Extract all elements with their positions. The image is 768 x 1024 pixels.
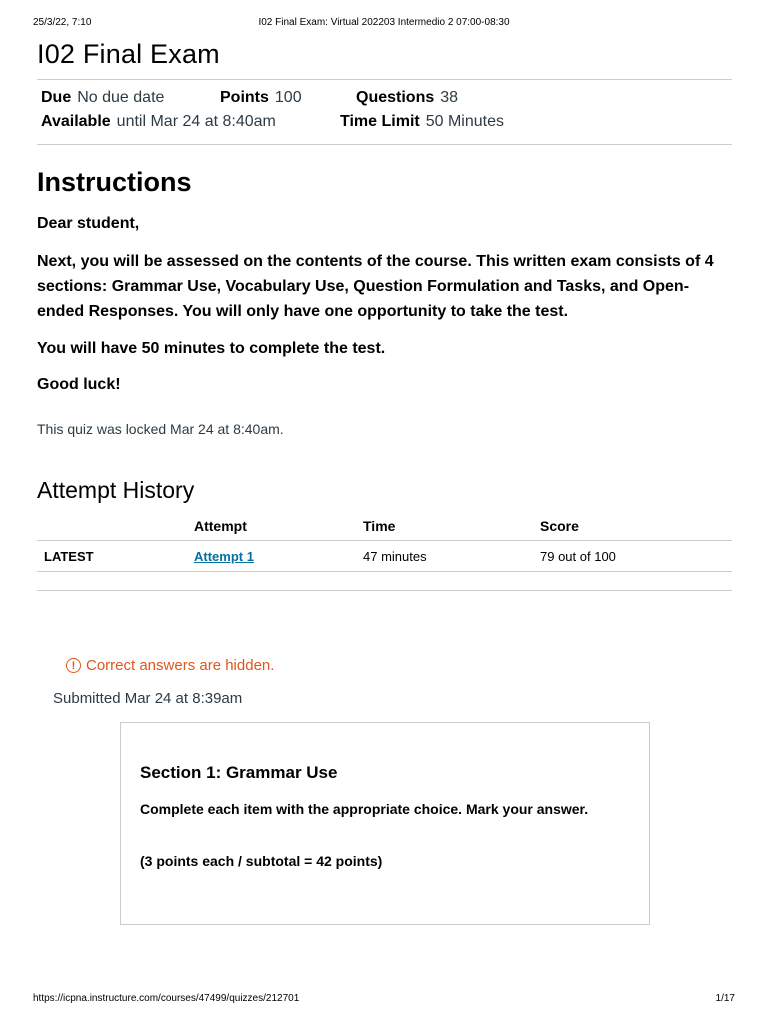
available-label: Available (41, 113, 111, 130)
due-detail (41, 89, 164, 107)
points-label: Points (220, 89, 269, 106)
table-row (37, 541, 732, 572)
attempt-time: 47 minutes (363, 541, 540, 572)
attempt-row-label: LATEST (37, 541, 194, 572)
questions-label: Questions (356, 89, 435, 106)
print-page-number: 1/17 (715, 993, 735, 1004)
instructions-heading: Instructions (37, 167, 192, 197)
divider (37, 590, 732, 591)
attempt-score: 79 out of 100 (540, 541, 732, 572)
print-header (33, 17, 735, 31)
attempt-1-link[interactable]: Attempt 1 (194, 548, 254, 564)
time-limit-value: 50 Minutes (425, 113, 504, 130)
attempt-history-heading: Attempt History (37, 477, 195, 503)
instructions-closing: Good luck! (37, 376, 121, 393)
section-box (120, 722, 650, 925)
answers-hidden-text: Correct answers are hidden. (86, 657, 275, 674)
due-label: Due (41, 89, 72, 106)
column-header-attempt: Attempt (194, 512, 363, 541)
time-limit-detail (340, 113, 504, 131)
section-description: Complete each item with the appropriate choice. Mark your answer. (140, 801, 589, 817)
print-doc-title: I02 Final Exam: Virtual 202203 Intermedio 2 07:00-08:30 (258, 17, 510, 28)
print-footer (33, 993, 735, 1007)
column-header-label (37, 512, 194, 541)
section-title: Section 1: Grammar Use (140, 763, 338, 782)
attempt-history-table (37, 512, 732, 572)
instructions-time-note: You will have 50 minutes to complete the test. (37, 340, 386, 357)
points-detail (220, 89, 302, 107)
table-header-row (37, 512, 732, 541)
column-header-time: Time (363, 512, 540, 541)
print-url: https://icpna.instructure.com/courses/47499/quizzes/212701 (33, 993, 300, 1004)
submitted-time: Submitted Mar 24 at 8:39am (53, 690, 243, 707)
print-date: 25/3/22, 7:10 (33, 17, 92, 28)
exclamation-circle-icon: ! (66, 658, 81, 673)
time-limit-label: Time Limit (340, 113, 420, 130)
points-value: 100 (274, 89, 302, 106)
available-value: until Mar 24 at 8:40am (116, 113, 276, 130)
page-title: I02 Final Exam (37, 39, 220, 69)
questions-value: 38 (440, 89, 459, 106)
column-header-score: Score (540, 512, 732, 541)
instructions-paragraph: Next, you will be assessed on the contents of the course. This written exam consists of 4 sections: Grammar Use, Vocabulary Use, Question Formulation and Tasks, and Open-ended Responses. You will only have one opportunity to take the test. (37, 253, 714, 320)
section-points: (3 points each / subtotal = 42 points) (140, 853, 383, 869)
locked-notice: This quiz was locked Mar 24 at 8:40am. (37, 421, 284, 437)
instructions-greeting: Dear student, (37, 215, 140, 232)
divider (37, 144, 732, 145)
instructions-body (37, 211, 732, 397)
quiz-content (37, 36, 732, 591)
answers-hidden-notice (66, 657, 274, 674)
available-detail (41, 113, 276, 131)
quiz-details (37, 80, 732, 144)
due-value: No due date (77, 89, 165, 106)
questions-detail (356, 89, 458, 107)
